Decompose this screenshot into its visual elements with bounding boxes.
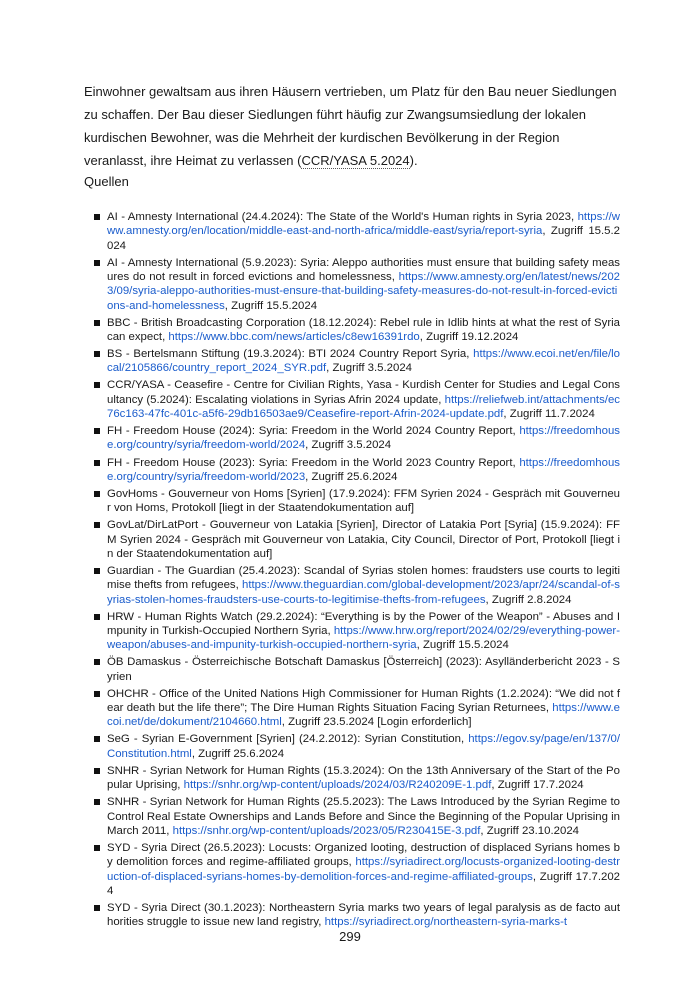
source-text: AI - Amnesty International (5.9.2023): Syria: Aleppo authorities must ensure that building safety measures do not result in forced evictions and homelessness, xyxy=(107,256,620,283)
source-link[interactable]: https://www.ecoi.net/de/dokument/2104660.html xyxy=(107,702,620,729)
source-item xyxy=(94,764,620,793)
source-text: HRW - Human Rights Watch (29.2.2024): “Everything is by the Power of the Weapon” - Abuses and Impunity in Turkish-Occupied Northern Syria, xyxy=(107,610,620,637)
source-access-date: , Zugriff 17.7.2024 xyxy=(491,779,584,792)
source-link[interactable]: https://www.ecoi.net/en/file/local/2105866/country_report_2024_SYR.pdf xyxy=(107,348,620,375)
source-access-date: , Zugriff 15.5.2024 xyxy=(416,639,509,652)
source-text: SeG - Syrian E-Government [Syrien] (24.2.2012): Syrian Constitution, xyxy=(107,733,469,746)
source-item xyxy=(94,316,620,345)
source-access-date: , Zugriff 3.5.2024 xyxy=(326,362,413,375)
source-text: GovHoms - Gouverneur von Homs [Syrien] (17.9.2024): FFM Syrien 2024 - Gespräch mit Gouverneur von Homs, Protokoll [liegt in der Staatendokumentation auf] xyxy=(107,487,620,515)
source-text: SYD - Syria Direct (26.5.2023): Locusts: Organized looting, destruction of displaced Syrians homes by demolition forces and regime-affiliated groups, xyxy=(107,841,620,869)
source-access-date: , Zugriff 15.5.2024 xyxy=(224,299,318,312)
source-item xyxy=(94,687,620,730)
bullet-icon xyxy=(94,460,100,466)
source-link[interactable]: https://syriadirect.org/northeastern-syria-marks-t xyxy=(324,916,568,929)
source-text: FH - Freedom House (2024): Syria: Freedom in the World 2024 Country Report, xyxy=(107,425,520,438)
bullet-icon xyxy=(94,905,100,911)
source-item xyxy=(94,795,620,838)
source-link[interactable]: https://www.amnesty.org/en/location/middle-east-and-north-africa/middle-east/syria/report-syria xyxy=(107,211,620,238)
intro-paragraph xyxy=(84,80,619,172)
source-text: AI - Amnesty International (24.4.2024): The State of the World's Human rights in Syria 2023, xyxy=(107,211,578,223)
source-text: CCR/YASA - Ceasefire - Centre for Civilian Rights, Yasa - Kurdish Center for Studies and Legal Consultancy (5.2024): Escalating violations in Syrias Afrin 2024 update, xyxy=(107,379,620,406)
source-link[interactable]: https://egov.sy/page/en/137/0/Constitution.html xyxy=(107,733,620,760)
source-link[interactable]: https://www.hrw.org/report/2024/02/29/everything-power-weapon/abuses-and-impunity-turkish-occupied-northern-syria xyxy=(107,624,620,652)
source-item xyxy=(94,564,620,607)
bullet-icon xyxy=(94,260,100,266)
source-item xyxy=(94,610,620,653)
source-link[interactable]: https://www.bbc.com/news/articles/c8ew16391rdo xyxy=(168,330,420,343)
bullet-icon xyxy=(94,491,100,497)
source-text: GovLat/DirLatPort - Gouverneur von Latakia [Syrien], Director of Latakia Port [Syria] (15.9.2024): FFM Syrien 2024 - Gespräch mit Gouverneur von Latakia, City Council, Director of Port, Protokoll [liegt in der Staatendokumentation auf] xyxy=(107,519,620,560)
source-access-date: , Zugriff 23.5.2024 [Login erforderlich] xyxy=(281,716,472,729)
sources-list xyxy=(94,210,620,932)
source-text: OHCHR - Office of the United Nations High Commissioner for Human Rights (1.2.2024): “We did not fear death but the life there”; The Dire Human Rights Situation Facing Syrian Returnees, xyxy=(107,687,620,715)
source-item xyxy=(94,841,620,898)
source-link[interactable]: https://freedomhouse.org/country/syria/freedom-world/2024 xyxy=(107,425,620,452)
bullet-icon xyxy=(94,320,100,326)
source-access-date: , Zugriff 2.8.2024 xyxy=(485,593,572,606)
source-item xyxy=(94,655,620,684)
source-link[interactable]: https://snhr.org/wp-content/uploads/2023/05/R230415E-3.pdf xyxy=(172,824,481,837)
bullet-icon xyxy=(94,522,100,528)
bullet-icon xyxy=(94,845,100,851)
source-item xyxy=(94,424,620,453)
bullet-icon xyxy=(94,799,100,805)
source-text: BBC - British Broadcasting Corporation (18.12.2024): Rebel rule in Idlib hints at what the rest of Syria can expect, xyxy=(107,316,620,343)
bullet-icon xyxy=(94,351,100,357)
source-link[interactable]: https://snhr.org/wp-content/uploads/2024/03/R240209E-1.pdf xyxy=(183,779,492,792)
source-text: ÖB Damaskus - Österreichische Botschaft Damaskus [Österreich] (2023): Asylländerbericht 2023 - Syrien xyxy=(107,656,620,683)
bullet-icon xyxy=(94,568,100,574)
source-item xyxy=(94,732,620,761)
intro-text-end: ). xyxy=(409,153,418,168)
bullet-icon xyxy=(94,659,100,665)
source-item xyxy=(94,456,620,485)
bullet-icon xyxy=(94,691,100,697)
bullet-icon xyxy=(94,428,100,434)
bullet-icon xyxy=(94,614,100,620)
source-access-date: , Zugriff 25.6.2024 xyxy=(305,470,398,483)
source-link[interactable]: https://www.theguardian.com/global-development/2023/apr/24/scandal-of-syrias-stolen-homes-fraudsters-use-courts-to-legitimise-thefts-from-refugees xyxy=(107,579,620,606)
source-access-date: , Zugriff 11.7.2024 xyxy=(503,408,595,421)
bullet-icon xyxy=(94,214,100,220)
source-text: Guardian - The Guardian (25.4.2023): Scandal of Syrias stolen homes: fraudsters use courts to legitimise thefts from refugees, xyxy=(107,565,620,592)
source-text: SNHR - Syrian Network for Human Rights (25.5.2023): The Laws Introduced by the Syrian Regime to Control Real Estate Ownerships and Lands Before and Since the Beginning of the Popular Uprising in March 2011, xyxy=(107,796,620,837)
source-item xyxy=(94,347,620,376)
bullet-icon xyxy=(94,382,100,388)
intro-text: Einwohner gewaltsam aus ihren Häusern vertrieben, um Platz für den Bau neuer Siedlungen zu schaffen. Der Bau dieser Siedlungen führt häufig zur Zwangsumsiedlung der lokalen kurdischen Bewohner, was die Mehrheit der kurdischen Bevölkerung in der Region veranlasst, ihre Heimat zu verlassen ( xyxy=(84,84,617,168)
source-item xyxy=(94,518,620,561)
source-item xyxy=(94,256,620,313)
source-access-date: , Zugriff 17.7.2024 xyxy=(107,870,620,897)
source-text: SNHR - Syrian Network for Human Rights (15.3.2024): On the 13th Anniversary of the Start of the Popular Uprising, xyxy=(107,764,620,792)
source-text: FH - Freedom House (2023): Syria: Freedom in the World 2023 Country Report, xyxy=(107,456,520,469)
source-text: SYD - Syria Direct (30.1.2023): Northeastern Syria marks two years of legal paralysis as de facto authorities struggle to issue new land registry, xyxy=(107,901,620,929)
source-item xyxy=(94,210,620,253)
source-link[interactable]: https://reliefweb.int/attachments/ec76c163-47fc-401c-a5f6-29db16503ae9/Ceasefire-report-Afrin-2024-update.pdf xyxy=(107,393,620,421)
source-access-date: , Zugriff 3.5.2024 xyxy=(305,439,392,452)
source-link[interactable]: https://www.amnesty.org/en/latest/news/2023/09/syria-aleppo-authorities-must-ensure-that-building-safety-measures-do-not-result-in-forced-evictions-and-homelessness xyxy=(107,270,620,312)
source-link[interactable]: https://freedomhouse.org/country/syria/freedom-world/2023 xyxy=(107,456,620,483)
bullet-icon xyxy=(94,768,100,774)
source-access-date: , Zugriff 19.12.2024 xyxy=(419,330,519,343)
bullet-icon xyxy=(94,736,100,742)
source-item xyxy=(94,487,620,516)
source-item xyxy=(94,901,620,930)
source-access-date: , Zugriff 15.5.2024 xyxy=(107,225,620,252)
source-item xyxy=(94,378,620,421)
citation-link[interactable]: CCR/YASA 5.2024 xyxy=(301,153,410,168)
source-access-date: , Zugriff 23.10.2024 xyxy=(480,824,579,837)
source-text: BS - Bertelsmann Stiftung (19.3.2024): BTI 2024 Country Report Syria, xyxy=(107,348,474,361)
source-link[interactable]: https://syriadirect.org/locusts-organized-looting-destruction-of-displaced-syrians-homes-by-demolition-forces-and-regime-affiliated-groups xyxy=(107,856,620,883)
source-access-date: , Zugriff 25.6.2024 xyxy=(191,747,285,760)
sources-heading: Quellen xyxy=(84,174,129,189)
page-number: 299 xyxy=(339,929,361,944)
